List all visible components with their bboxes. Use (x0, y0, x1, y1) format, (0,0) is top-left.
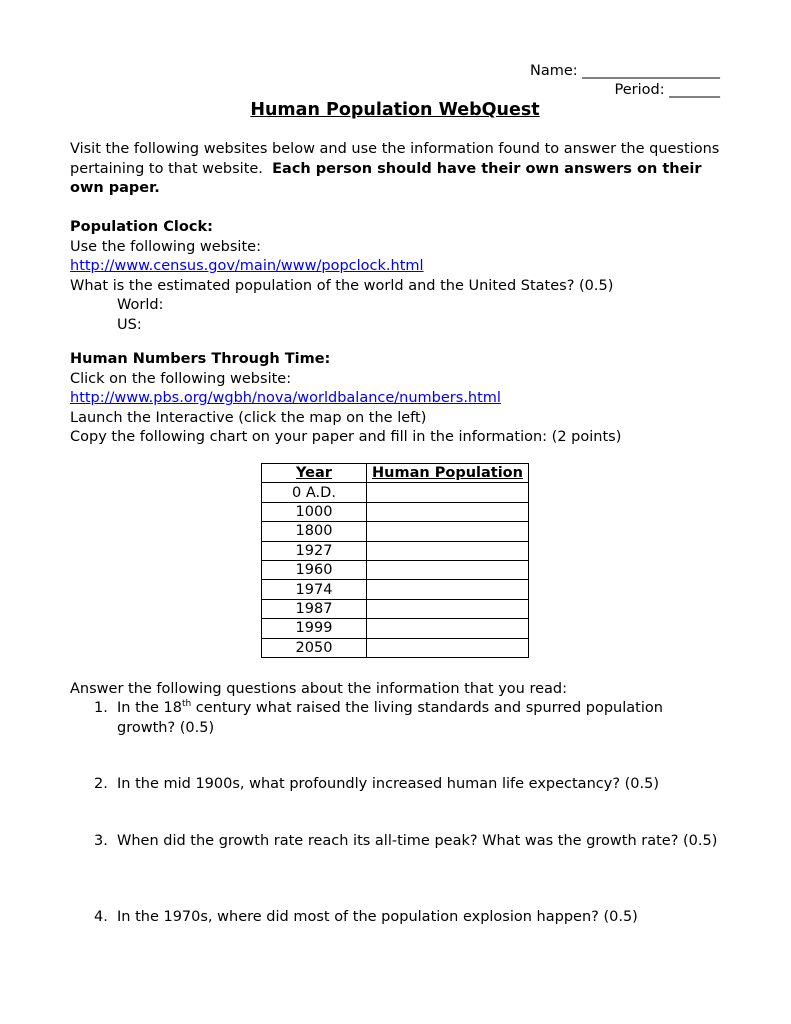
period-field-label: Period: _______ (614, 82, 720, 98)
population-cell (367, 560, 529, 579)
launch-instruction: Launch the Interactive (click the map on the left) (70, 409, 427, 426)
human-numbers-section (70, 350, 720, 448)
year-cell: 1999 (262, 619, 367, 638)
question-1 (94, 699, 720, 738)
question-4 (94, 908, 720, 928)
question-2 (94, 775, 720, 795)
table-row (262, 522, 529, 541)
population-cell (367, 599, 529, 618)
population-cell (367, 541, 529, 560)
population-cell (367, 580, 529, 599)
question-number: 2. (94, 776, 108, 792)
population-cell (367, 638, 529, 657)
name-field-label: Name: ___________________ (529, 63, 720, 79)
intro-paragraph (70, 140, 720, 199)
year-cell: 1927 (262, 541, 367, 560)
population-column-header: Human Population (367, 464, 529, 483)
table-row (262, 502, 529, 521)
questions-intro: Answer the following questions about the information that you read: (70, 681, 568, 697)
population-cell (367, 502, 529, 521)
intro-bold-text: Each person should have their own answers on their own paper. (70, 160, 702, 196)
census-link[interactable]: http://www.census.gov/main/www/popclock.html (70, 258, 424, 274)
year-column-header: Year (262, 464, 367, 483)
page-title: Human Population WebQuest (250, 100, 540, 120)
table-row (262, 483, 529, 502)
table-row (262, 580, 529, 599)
table-row (262, 541, 529, 560)
population-clock-heading: Population Clock: (70, 219, 213, 235)
table-row (262, 638, 529, 657)
year-cell: 1000 (262, 502, 367, 521)
human-numbers-heading: Human Numbers Through Time: (70, 351, 331, 367)
question-text: In the 1970s, where did most of the population explosion happen? (0.5) (117, 909, 638, 925)
question-number: 4. (94, 909, 108, 925)
population-clock-instruction: Use the following website: (70, 238, 261, 255)
pbs-link[interactable]: http://www.pbs.org/wgbh/nova/worldbalance/numbers.html (70, 390, 501, 406)
table-row (262, 560, 529, 579)
question-3 (94, 832, 720, 852)
population-cell (367, 483, 529, 502)
year-cell: 0 A.D. (262, 483, 367, 502)
question-text: When did the growth rate reach its all-time peak? What was the growth rate? (0.5) (117, 833, 718, 849)
question-text: In the mid 1900s, what profoundly increased human life expectancy? (0.5) (117, 776, 659, 792)
population-clock-section (70, 218, 720, 335)
human-numbers-instruction: Click on the following website: (70, 370, 292, 387)
population-cell (367, 619, 529, 638)
question-number: 3. (94, 833, 108, 849)
year-cell: 1987 (262, 599, 367, 618)
worksheet-page (70, 0, 720, 1024)
population-cell (367, 522, 529, 541)
intro-text: Visit the following websites below and use the information found to answer the questions pertaining to that website. (70, 141, 720, 177)
us-label: US: (117, 316, 142, 333)
table-header-row (262, 464, 529, 483)
copy-chart-instruction: Copy the following chart on your paper and fill in the information: (2 points) (70, 429, 622, 445)
year-cell: 1800 (262, 522, 367, 541)
year-cell: 1974 (262, 580, 367, 599)
population-clock-question: What is the estimated population of the world and the United States? (0.5) (70, 277, 614, 294)
question-number: 1. (94, 700, 108, 716)
year-cell: 2050 (262, 638, 367, 657)
table-row (262, 599, 529, 618)
question-text: In the 18th century what raised the living standards and spurred population growth? (0.5) (117, 699, 663, 736)
world-label: World: (117, 297, 164, 313)
year-cell: 1960 (262, 560, 367, 579)
population-table (261, 463, 529, 658)
table-row (262, 619, 529, 638)
